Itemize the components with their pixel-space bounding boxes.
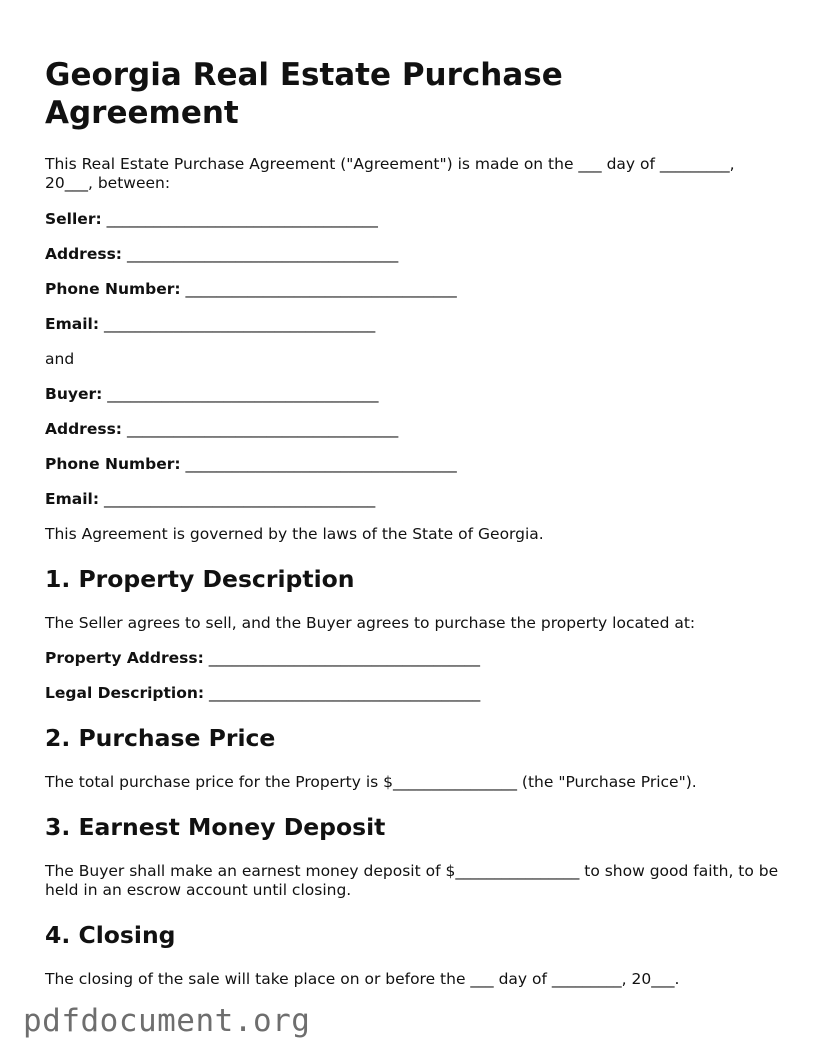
buyer-phone-label: Phone Number:: [45, 455, 181, 473]
property-address-label: Property Address:: [45, 649, 204, 667]
seller-email-blank[interactable]: ___________________________________: [103, 315, 376, 333]
section3-text: The Buyer shall make an earnest money deposit of $________________ to show good faith, to be held in an escrow account until closing.: [45, 862, 779, 899]
section2-heading: 2. Purchase Price: [45, 724, 276, 752]
buyer-field: [45, 385, 785, 404]
property-address-field: [45, 649, 785, 668]
seller-phone-label: Phone Number:: [45, 280, 181, 298]
buyer-address-blank[interactable]: ___________________________________: [126, 420, 399, 438]
intro-paragraph: This Real Estate Purchase Agreement ("Agreement") is made on the ___ day of _________, 20___, between:: [45, 155, 735, 192]
section1-heading: 1. Property Description: [45, 565, 355, 593]
legal-description-label: Legal Description:: [45, 684, 205, 702]
section2-text: The total purchase price for the Property is $________________ (the "Purchase Price").: [45, 773, 697, 791]
section4-heading: 4. Closing: [45, 921, 176, 949]
document-page: [45, 56, 785, 989]
seller-phone-field: [45, 280, 785, 299]
buyer-phone-blank[interactable]: ___________________________________: [185, 455, 457, 473]
section1-text: The Seller agrees to sell, and the Buyer agrees to purchase the property located at:: [45, 614, 696, 632]
buyer-phone-field: [45, 455, 785, 474]
seller-email-label: Email:: [45, 315, 100, 333]
legal-description-blank[interactable]: ___________________________________: [209, 684, 481, 702]
governing-law-text: This Agreement is governed by the laws of the State of Georgia.: [45, 525, 544, 543]
legal-description-field: [45, 684, 785, 703]
watermark: pdfdocument.org: [23, 1003, 311, 1039]
seller-email-field: [45, 315, 785, 334]
buyer-email-field: [45, 490, 785, 509]
buyer-address-field: [45, 420, 785, 439]
buyer-address-label: Address:: [45, 420, 122, 438]
seller-label: Seller:: [45, 210, 102, 228]
seller-address-field: [45, 245, 785, 264]
seller-address-blank[interactable]: ___________________________________: [126, 245, 399, 263]
buyer-blank[interactable]: ___________________________________: [107, 385, 379, 403]
seller-address-label: Address:: [45, 245, 122, 263]
section4-text: The closing of the sale will take place on or before the ___ day of _________, 20___.: [45, 970, 680, 988]
seller-field: [45, 210, 785, 229]
page-title: Georgia Real Estate Purchase Agreement: [45, 57, 563, 131]
property-address-blank[interactable]: ___________________________________: [208, 649, 480, 667]
buyer-email-blank[interactable]: ___________________________________: [103, 490, 376, 508]
seller-blank[interactable]: ___________________________________: [106, 210, 378, 228]
buyer-label: Buyer:: [45, 385, 103, 403]
and-text: and: [45, 350, 75, 368]
seller-phone-blank[interactable]: ___________________________________: [185, 280, 457, 298]
buyer-email-label: Email:: [45, 490, 100, 508]
section3-heading: 3. Earnest Money Deposit: [45, 813, 386, 841]
